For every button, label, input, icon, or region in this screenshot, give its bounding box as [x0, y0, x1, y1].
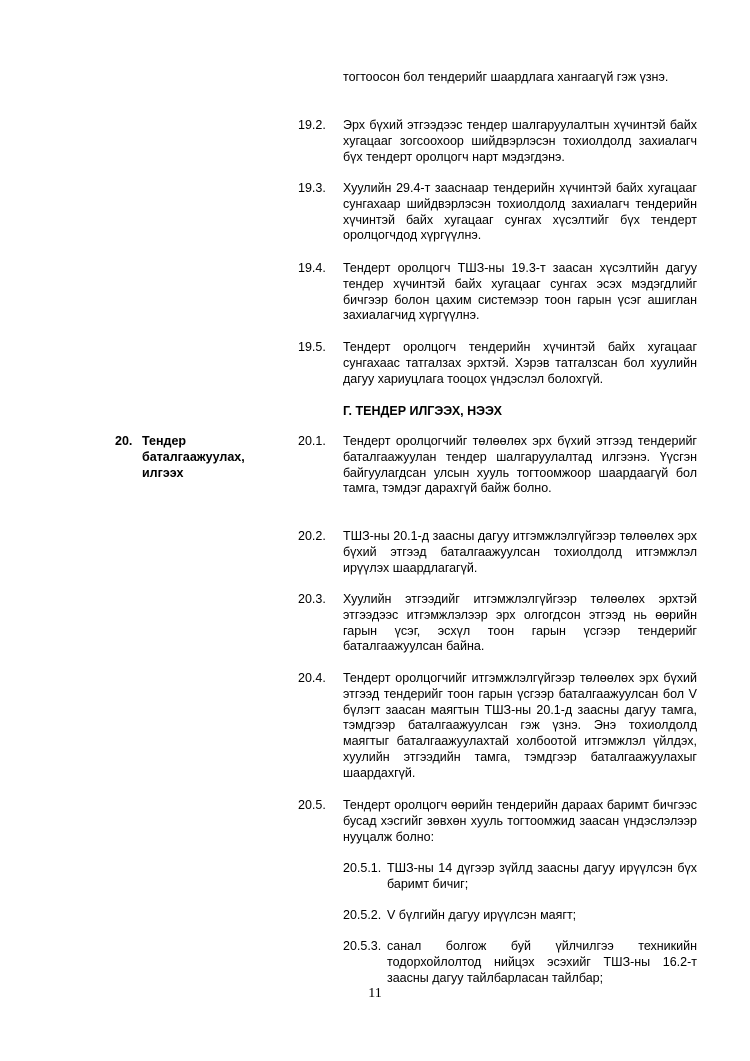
clause-number: 19.5.: [298, 340, 326, 354]
clause-number: 19.3.: [298, 181, 326, 195]
subclause-text: санал болгож буй үйлчилгээ техникийн тодорхойлолтод нийцэх эсэхийг ТШЗ-ны 16.2-т заасны дагуу тайлбарласан тайлбар;: [387, 939, 697, 985]
clause-number: 20.2.: [298, 529, 326, 543]
clause-number: 20.4.: [298, 671, 326, 685]
clause-number: 19.4.: [298, 261, 326, 275]
subclause-number: 20.5.2.: [343, 908, 382, 922]
clause-text: Тендерт оролцогч ТШЗ-ны 19.3-т заасан хүсэлтийн дагуу тендер хүчинтэй байх хугацааг сунгах эсэх мэдэгдлийг бичгээр болон цахим системээр тоон гарын үсэг ашиглан захиалагчид хүргүүлнэ.: [343, 261, 697, 323]
subclause-number: 20.5.1.: [343, 861, 382, 875]
section-heading: Г. ТЕНДЕР ИЛГЭЭХ, НЭЭХ: [343, 404, 502, 418]
article-number: 20.: [115, 434, 133, 448]
subclause-text: ТШЗ-ны 14 дүгээр зүйлд заасны дагуу ирүүлсэн бүх баримт бичиг;: [387, 861, 697, 891]
clause-text: Эрх бүхий этгээдээс тендер шалгаруулалтын хүчинтэй байх хугацааг зогсоохоор шийдвэрлэсэн тохиолдолд захиалагч бүх тендерт оролцогч нарт мэдэгдэнэ.: [343, 118, 697, 164]
subclause-text: V бүлгийн дагуу ирүүлсэн маягт;: [387, 908, 577, 922]
clause-text: Тендерт оролцогч тендерийн хүчинтэй байх хугацааг сунгахаас татгалзах эрхтэй. Хэрэв татгалзсан бол хуулийн дагуу хариуцлага тооцох үндэслэл болохгүй.: [343, 340, 697, 386]
clause-number: 20.1.: [298, 434, 326, 448]
clause-text: Хуулийн 29.4-т зааснаар тендерийн хүчинтэй байх хугацааг сунгахаар шийдвэрлэсэн тохиолдолд захиалагч тендерийн хүчинтэй байх хугацааг сунгах хүсэлтийг бүх тендерт оролцогчдод хүргүүлнэ.: [343, 181, 697, 243]
clause-number: 20.3.: [298, 592, 326, 606]
lead-paragraph: тогтоосон бол тендерийг шаардлага хангаагүй гэж үзнэ.: [343, 70, 669, 84]
clause-text: Тендерт оролцогчийг төлөөлөх эрх бүхий этгээд тендерийг баталгаажуулан тендер шалгаруулалтад илгээнэ. Үүсгэн байгуулагдсан улсын хууль тогтоомжоор шаардаагүй бол тамга, тэмдэг дарахгүй байж болно.: [343, 434, 697, 496]
clause-text: Тендерт оролцогч өөрийн тендерийн дараах баримт бичгээс бусад хэсгийг зөвхөн хууль тогтоомжид заасан үндэслэлээр нууцалж болно:: [343, 798, 697, 844]
clause-text: Хуулийн этгээдийг итгэмжлэлгүйгээр төлөөлөх эрхтэй этгээдээс итгэмжлэлээр эрх олгогдсон этгээд нь өөрийн гарын үсэг, эсхүл тоон гарын үсгээр тендерийг баталгаажуулсан байна.: [343, 592, 697, 654]
subclause-number: 20.5.3.: [343, 939, 382, 953]
clause-number: 19.2.: [298, 118, 326, 132]
page-number: 11: [368, 986, 382, 1001]
clause-text: Тендерт оролцогчийг итгэмжлэлгүйгээр төлөөлөх эрх бүхий этгээд тендерийг тоон гарын үсгээр баталгаажуулсан бол V бүлэгт заасан маягтын ТШЗ-ны 20.1-д заасны дагуу тамга, тэмдгээр баталгаажуулсан гэж үзнэ. Энэ тохиолдолд маягтыг баталгаажуулахтай холбоотой итгэмжлэл үйлдэх, хуулийн этгээдийн тамга, тэмдгээр баталгаажуулахыг шаардахгүй.: [343, 671, 697, 780]
clause-number: 20.5.: [298, 798, 326, 812]
clause-text: ТШЗ-ны 20.1-д заасны дагуу итгэмжлэлгүйгээр төлөөлөх эрх бүхий этгээд баталгаажуулсан тохиолдолд итгэмжлэл ирүүлэх шаардлагагүй.: [343, 529, 697, 575]
article-title: Тендер баталгаажуулах, илгээх: [142, 434, 245, 480]
